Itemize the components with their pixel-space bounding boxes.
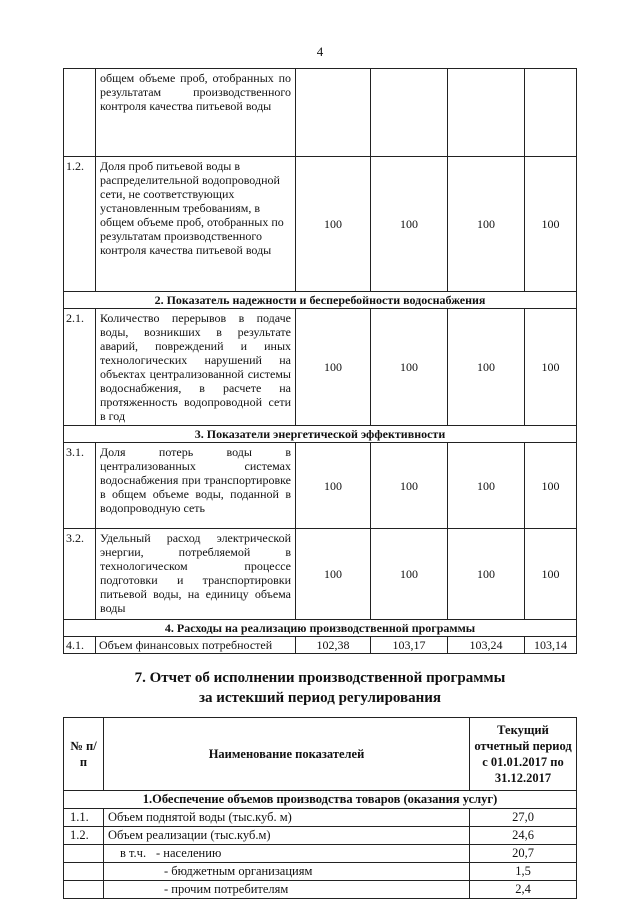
section-heading: 4. Расходы на реализацию производственной программы [64, 620, 577, 637]
indicator-description: Доля потерь воды в централизованных системах водоснабжения при транспортировке в общем объеме воды, поданной в водопроводную сеть [96, 443, 296, 529]
row-number [64, 845, 104, 863]
value-cell: 100 [371, 443, 448, 529]
value-cell: 20,7 [470, 845, 577, 863]
value-cell: 100 [371, 157, 448, 292]
section-heading: 2. Показатель надежности и бесперебойности водоснабжения [64, 292, 577, 309]
indicator-description: Удельный расход электрической энергии, потребляемой в технологическом процессе подготовки и транспортировки питьевой воды, на единицу объема воды [96, 529, 296, 620]
row-number [64, 881, 104, 899]
indicator-description: Объем финансовых потребностей [96, 637, 296, 654]
row-number: 1.2. [64, 827, 104, 845]
section-heading: 1.Обеспечение объемов производства товаров (оказания услуг) [64, 791, 577, 809]
table-row [64, 69, 577, 157]
table-row [64, 529, 577, 620]
value-cell: 100 [371, 529, 448, 620]
indicator-name [104, 845, 470, 863]
indicator-description: общем объеме проб, отобранных по результатам производственного контроля качества питьевой воды [96, 69, 296, 157]
row-number: 1.2. [64, 157, 96, 292]
row-number: 3.1. [64, 443, 96, 529]
section-row [64, 292, 577, 309]
value-cell: 100 [448, 157, 525, 292]
value-cell: 100 [448, 309, 525, 426]
section-row [64, 791, 577, 809]
report-title-line: 7. Отчет об исполнении производственной программы [134, 670, 506, 686]
value-cell: 1,5 [470, 863, 577, 881]
report-table [63, 717, 577, 899]
value-cell: 103,24 [448, 637, 525, 654]
value-cell [371, 69, 448, 157]
section-heading: 3. Показатели энергетической эффективности [64, 426, 577, 443]
section-row [64, 620, 577, 637]
report-title-line: за истекший период регулирования [198, 690, 442, 706]
indicator-name: Объем поднятой воды (тыс.куб. м) [104, 809, 470, 827]
table-row [64, 845, 577, 863]
value-cell: 100 [296, 529, 371, 620]
value-cell: 103,14 [525, 637, 577, 654]
indicator-description: Количество перерывов в подаче воды, возникших в результате аварий, повреждений и иных технологических нарушений на объектах централизованной системы водоснабжения, в расчете на протяженность водопроводной сети в год [96, 309, 296, 426]
value-cell [525, 69, 577, 157]
row-number: 2.1. [64, 309, 96, 426]
value-cell: 2,4 [470, 881, 577, 899]
indicators-table [63, 68, 577, 654]
row-number [64, 69, 96, 157]
table-row [64, 881, 577, 899]
table-row [64, 157, 577, 292]
value-cell: 100 [371, 309, 448, 426]
value-cell: 103,17 [371, 637, 448, 654]
table-row [64, 443, 577, 529]
indicator-name: Объем реализации (тыс.куб.м) [104, 827, 470, 845]
value-cell: 100 [296, 157, 371, 292]
report-title [0, 668, 640, 708]
sub-prefix: в т.ч. [120, 846, 147, 860]
row-number [64, 863, 104, 881]
column-header-number: № п/п [64, 718, 104, 791]
indicator-name: - бюджетным организациям [104, 863, 470, 881]
indicator-name: - прочим потребителям [104, 881, 470, 899]
value-cell: 102,38 [296, 637, 371, 654]
value-cell: 100 [448, 443, 525, 529]
column-header-name: Наименование показателей [104, 718, 470, 791]
value-cell: 100 [525, 529, 577, 620]
value-cell [448, 69, 525, 157]
value-cell [296, 69, 371, 157]
table-row [64, 809, 577, 827]
table-row [64, 637, 577, 654]
header-row [64, 718, 577, 791]
row-number: 1.1. [64, 809, 104, 827]
value-cell: 100 [296, 443, 371, 529]
sub-name: - населению [156, 846, 222, 860]
page-number: 4 [316, 44, 324, 59]
value-cell: 100 [525, 309, 577, 426]
value-cell: 100 [525, 443, 577, 529]
column-header-period: Текущий отчетный период с 01.01.2017 по 31.12.2017 [470, 718, 577, 791]
value-cell: 27,0 [470, 809, 577, 827]
value-cell: 100 [448, 529, 525, 620]
table-row [64, 863, 577, 881]
table-row [64, 827, 577, 845]
section-row [64, 426, 577, 443]
row-number: 4.1. [64, 637, 96, 654]
value-cell: 100 [296, 309, 371, 426]
indicator-description: Доля проб питьевой воды в распределительной водопроводной сети, не соответствующих установленным требованиям, в общем объеме проб, отобранных по результатам производственного контроля качества питьевой воды [96, 157, 296, 292]
value-cell: 24,6 [470, 827, 577, 845]
table-row [64, 309, 577, 426]
value-cell: 100 [525, 157, 577, 292]
row-number: 3.2. [64, 529, 96, 620]
